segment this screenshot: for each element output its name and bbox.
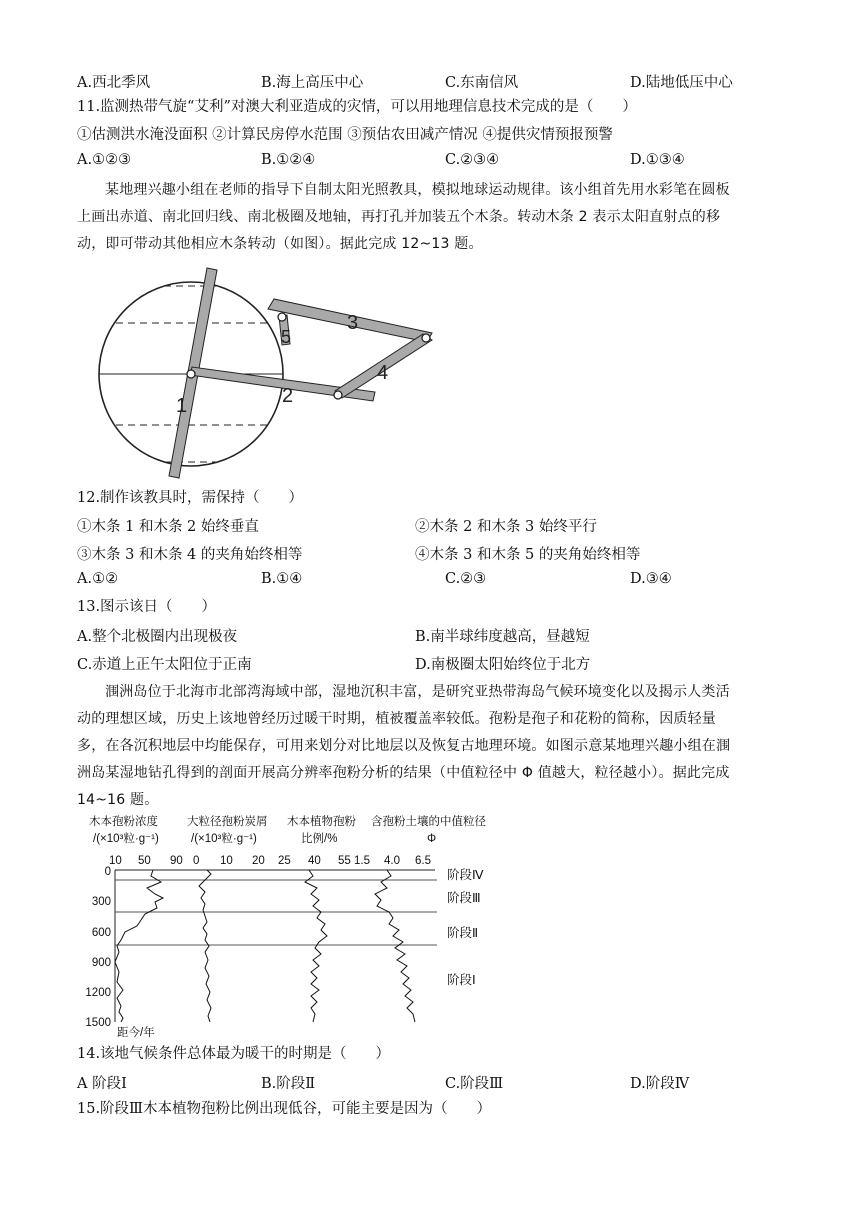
material-2-line: 洲岛某湿地钻孔得到的剖面开展高分辨率孢粉分析的结果（中值粒径中 Φ 值越大，粒径越小）。据此完成 xyxy=(77,765,730,781)
material-1-line: 动，即可带动其他相应木条转动（如图）。据此完成 12~13 题。 xyxy=(77,236,483,252)
stick-label-3: 3 xyxy=(347,312,359,334)
material-2-line: 涠洲岛位于北海市北部湾海域中部，湿地沉积丰富，是研究亚热带海岛气候环境变化以及揭示人类活 xyxy=(105,684,730,700)
material-paragraph-2 xyxy=(77,679,799,814)
stage-label-2: 阶段Ⅱ xyxy=(447,926,479,940)
tick-c4-3: 6.5 xyxy=(415,855,431,867)
tick-c1-3: 90 xyxy=(170,855,183,867)
q14-option-b[interactable]: B.阶段Ⅱ xyxy=(261,1076,316,1092)
y-tick-1200: 1200 xyxy=(85,987,111,999)
q12-items-row-2 xyxy=(77,543,797,565)
q14-option-d[interactable]: D.阶段Ⅳ xyxy=(630,1076,690,1092)
y-tick-0: 0 xyxy=(104,866,111,878)
q13-options-row-2 xyxy=(77,653,797,675)
material-1-line: 上画出赤道、南北回归线、南北极圈及地轴，再打孔并加装五个木条。转动木条 2 表示太阳直射点的移 xyxy=(77,209,721,225)
q12-item-4: ④木条 3 和木条 5 的夹角始终相等 xyxy=(415,547,641,563)
q10-option-a[interactable]: A.西北季风 xyxy=(77,75,151,91)
stick-label-1: 1 xyxy=(176,395,188,417)
col-title-2: 大粒径孢粉炭屑 xyxy=(187,816,268,828)
curve-median-grain-size xyxy=(375,870,415,1022)
q10-option-d[interactable]: D.陆地低压中心 xyxy=(630,75,733,91)
col-unit-3: 比例/% xyxy=(301,833,338,845)
q12-option-c[interactable]: C.②③ xyxy=(445,571,487,587)
q13-option-b[interactable]: B.南半球纬度越高，昼越短 xyxy=(415,629,590,645)
q14-option-c[interactable]: C.阶段Ⅲ xyxy=(445,1076,504,1092)
stage-label-3: 阶段Ⅲ xyxy=(447,891,481,905)
tick-c4-1: 1.5 xyxy=(354,855,370,867)
tick-c3-3: 55 xyxy=(338,855,351,867)
material-1-line: 某地理兴趣小组在老师的指导下自制太阳光照教具，模拟地球运动规律。该小组首先用水彩笔在圆板 xyxy=(105,182,730,198)
material-2-line: 多，在各沉积地层中均能保存，可用来划分对比地层以及恢复古地理环境。如图示意某地理兴趣小组在涠 xyxy=(77,738,731,754)
q13-stem: 13.图示该日（ ） xyxy=(77,599,217,615)
q11-stem: 11.监测热带气旋“艾利”对澳大利亚造成的灾情，可以用地理信息技术完成的是（ ） xyxy=(77,99,637,115)
q12-item-2: ②木条 2 和木条 3 始终平行 xyxy=(415,519,597,535)
y-tick-300: 300 xyxy=(91,896,111,908)
y-tick-900: 900 xyxy=(91,957,111,969)
stage-label-4: 阶段Ⅳ xyxy=(447,868,484,882)
tick-c1-2: 50 xyxy=(138,855,151,867)
tick-c3-1: 25 xyxy=(278,855,291,867)
q14-options xyxy=(77,1072,797,1094)
col-title-4: 含孢粉土壤的中值粒径 xyxy=(371,816,486,828)
stage-label-1: 阶段Ⅰ xyxy=(447,973,476,987)
curve-woody-pollen-concentration xyxy=(115,870,163,1022)
col-title-1: 木本孢粉浓度 xyxy=(89,816,158,828)
tick-c3-2: 40 xyxy=(308,855,321,867)
q10-options xyxy=(77,71,797,93)
q11-items: ①估测洪水淹没面积 ②计算民房停水范围 ③预估农田减产情况 ④提供灾情预报预警 xyxy=(77,127,613,143)
q10-option-c[interactable]: C.东南信风 xyxy=(445,75,519,91)
sunlight-model-figure xyxy=(80,262,450,484)
y-tick-600: 600 xyxy=(91,927,111,939)
material-2-line: 动的理想区域，历史上该地曾经历过暖干时期，植被覆盖率较低。孢粉是孢子和花粉的简称，因质轻量 xyxy=(77,711,716,727)
q12-item-1: ①木条 1 和木条 2 始终垂直 xyxy=(77,519,259,535)
q12-option-b[interactable]: B.①④ xyxy=(261,571,303,587)
curve-charcoal xyxy=(199,870,211,1022)
tick-c4-2: 4.0 xyxy=(384,855,400,867)
y-axis-label: 距今/年 xyxy=(117,1027,155,1039)
q12-option-d[interactable]: D.③④ xyxy=(630,571,672,587)
tick-c2-1: 0 xyxy=(193,855,200,867)
pollen-profile-figure xyxy=(75,812,520,1040)
material-paragraph-1 xyxy=(77,177,799,258)
pivot-center xyxy=(187,370,195,378)
curve-woody-pollen-percentage xyxy=(305,870,327,1022)
q13-options-row-1 xyxy=(77,625,797,647)
q10-option-b[interactable]: B.海上高压中心 xyxy=(261,75,364,91)
col-unit-2: /(×10³粒·g⁻¹) xyxy=(191,833,257,845)
pivot-stick-3 xyxy=(278,313,286,321)
q12-options xyxy=(77,571,797,593)
pivot-stick-2-4 xyxy=(334,391,342,399)
pivot-stick-3-4 xyxy=(422,334,430,342)
q15-stem: 15.阶段Ⅲ木本植物孢粉比例出现低谷，可能主要是因为（ ） xyxy=(77,1101,492,1117)
q12-item-3: ③木条 3 和木条 4 的夹角始终相等 xyxy=(77,547,303,563)
q12-items-row-1 xyxy=(77,515,797,537)
y-tick-1500: 1500 xyxy=(85,1017,111,1029)
stick-label-5: 5 xyxy=(281,327,292,347)
q14-stem: 14.该地气候条件总体最为暖干的时期是（ ） xyxy=(77,1046,391,1062)
col-title-3: 木本植物孢粉 xyxy=(287,816,356,828)
q11-option-a[interactable]: A.①②③ xyxy=(77,152,132,168)
tick-c1-1: 10 xyxy=(109,855,122,867)
q11-options xyxy=(77,152,797,174)
tick-c2-2: 10 xyxy=(220,855,233,867)
q12-option-a[interactable]: A.①② xyxy=(77,571,119,587)
q12-stem: 12.制作该教具时，需保持（ ） xyxy=(77,490,304,506)
q13-option-a[interactable]: A.整个北极圈内出现极夜 xyxy=(77,629,238,645)
q13-option-c[interactable]: C.赤道上正午太阳位于正南 xyxy=(77,657,252,673)
col-unit-4: Φ xyxy=(427,833,437,845)
q13-option-d[interactable]: D.南极圈太阳始终位于北方 xyxy=(415,657,591,673)
material-2-line: 14~16 题。 xyxy=(77,792,159,808)
col-unit-1: /(×10³粒·g⁻¹) xyxy=(93,833,159,845)
stick-label-2: 2 xyxy=(282,385,294,407)
stick-label-4: 4 xyxy=(377,362,389,384)
q11-option-d[interactable]: D.①③④ xyxy=(630,152,685,168)
q14-option-a[interactable]: A 阶段Ⅰ xyxy=(77,1076,127,1092)
q11-option-b[interactable]: B.①②④ xyxy=(261,152,316,168)
tick-c2-3: 20 xyxy=(252,855,265,867)
q11-option-c[interactable]: C.②③④ xyxy=(445,152,500,168)
